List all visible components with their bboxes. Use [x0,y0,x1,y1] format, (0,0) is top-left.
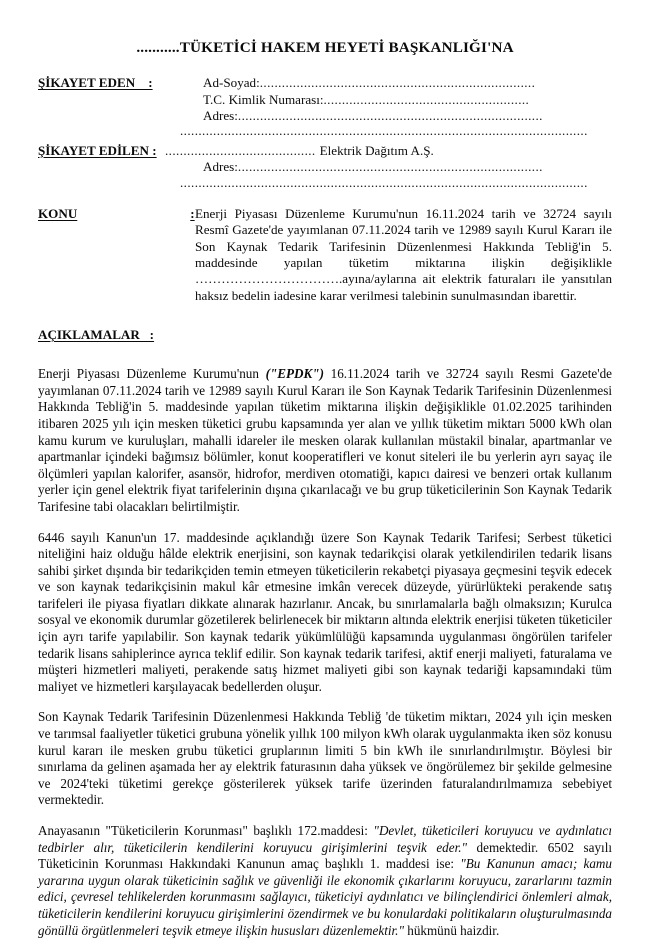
respondent-address-row [0,159,650,175]
complainant-name-field-label: Ad-Soyad: [203,75,260,91]
paragraph-text: hükmünü haizdir. [403,922,500,938]
complainant-name-value [203,75,650,91]
paragraph-text: 6446 sayılı Kanun'un 17. maddesinde açıklandığı üzere Son Kaynak Tedarik Tarifesi; Serbest tüketici niteliğini haiz olduğu hâlde elektrik enerjisini, son kaynak tedarikçisi olarak yetkilendirilen tedarik lisans sahibi şirket dışında bir tedarikçiden temin etmeyen tüketicilerin rekabetçi piyasaya geçmesini teşvik edecek ve son kaynak tedarikçisinin makul kâr etmesine imkân verecek düzeyde, yürürlükteki perakende satış tarifeleri ile piyasa fiyatları dikkate alınarak hazırlanır. Ancak, bu sınırlamalarla bağlı olmaksızın; Kurulca sosyal ve ekonomik durumlar gözetilerek belirlenecek bir miktarın altında elektrik enerjisi tüketen tüketiciler için ayrı tarife yapılabilir. Son kaynak tedarik yükümlülüğü kapsamında uygulanması öngörülen tarifeler tedarik lisans sahiplerince ayrıca teklif edilir. Son kaynak tedarik tarifesi, aktif enerji maliyeti, faturalama ve müşteri hizmetleri maliyeti, perakende satış hizmet maliyeti gibi son kaynak tedariği kapsamındaki tüm maliyet ve hizmetleri karşılayacak bedellerden oluşur. [38,529,612,694]
quoted-legal-text: "Bu Kanunun amacı; kamu yararına uygun olarak tüketicinin sağlık ve güvenliği ile ekonomik çıkarlarını koruyucu, zararlarını tazmin edici, çevresel tehlikelerden korunmasını sağlayıcı, tüketiciyi aydınlatıcı ve bilinçlendirici önlemleri almak, tüketicilerin kendilerini koruyucu girişimlerini özendirmek ve bu konulardaki politikaların oluşturulmasında gönüllü örgütlenmeleri teşvik etmeye ilişkin hususları düzenlemektir." [38,856,612,938]
complainant-address-value [203,108,650,124]
subject-label-colon: : [190,205,195,221]
spacer [0,57,650,75]
subject-label-text: KONU [38,205,78,221]
dotted-fill-line[interactable]: ................................................................................... [237,107,543,123]
paragraph-text: demektedir. 6502 sayılı Tüketicinin Korunması Hakkındaki Kanunun amaç başlıklı 1. maddesi ise: [38,839,612,872]
subject-text: Enerji Piyasası Düzenleme Kurumu'nun 16.11.2024 tarih ve 32724 sayılı Resmî Gazete'de yayımlanan 07.11.2024 tarih ve 12989 sayılı Kurul Kararı ile Son Kaynak Tedarik Tarifesinin Düzenlenmesi Hakkında Tebliğ'in 5. maddesinde yapılan tüketim miktarına ilişkin değişiklikle …………………………….ayına/aylarına ait elektrik faturaları ile yansıtılan haksız bedelin iadesine karar verilmesi talebinin sunulmasından ibarettir. [195,205,612,303]
dotted-fill-line[interactable]: ................................................................................... [237,159,543,175]
explanation-paragraph [0,709,650,809]
respondent-address-value [203,159,650,175]
respondent-address-field-label: Adres: [203,159,238,175]
complainant-id-field-label: T.C. Kimlik Numarası: [203,91,324,107]
respondent-block [0,143,650,190]
paragraph-text: 16.11.2024 tarih ve 32724 sayılı Resmi Gazete'de yayımlanan 07.11.2024 tarih ve 12989 sayılı Kurul Kararı ile Son Kaynak Tedarik Tarifesinin Düzenlenmesi Hakkında Tebliğ'in 5. maddesinde yapılan tüketim miktarına ilişkin değişiklikle 01.02.2025 tarihinden itibaren 2025 yılı için mesken tüketici grubu kapsamında yer alan ve yıllık tüketim miktarı 5000 kWh olan kamu kurum ve kuruluşları, mahalli idareler ile mesken olarak kullanılan müstakil binalar, apartmanlar ve apartmanlar içindeki bağımsız bölümler, konut kooperatifleri ve konut siteleri ile bu yerlerin ayrı sayaç ile ölçümleri yapılan kalorifer, asansör, hidrofor, merdiven otomatiği, kapıcı dairesi ve benzeri ortak kullanım yerler için genel elektrik fiyat tarifelerinin dışına çıkarılacağı ve bu grup tüketicilerinin Son Kaynak Tedarik Tarifesine tabi olacakları belirtilmiştir. [38,366,612,514]
paragraph-text: Son Kaynak Tedarik Tarifesinin Düzenlenmesi Hakkında Tebliğ 'de tüketim miktarı, 2024 yılı için mesken ve tarımsal faaliyetler tüketici grubuna yönelik yıllık 100 milyon kWh olarak uygulanmakta iken söz konusu kurul kararı ile mesken grubu tüketici gruplarının limiti 5 bin kWh ile sınırlandırılmıştır. Böylesi bir sınırlama da gelinen aşamada her ay elektrik faturasının daha yüksek ve öngörülemez bir şekilde gelmesine ve 2024'teki tüketimi gerekçe gösterilerek yüksek tarife üzerinden faturalandırılmamıza sebebiyet vermektedir. [38,709,612,808]
respondent-company-name: Elektrik Dağıtım A.Ş. [319,143,434,159]
quoted-legal-text: "Devlet, tüketicileri koruyucu ve aydınlatıcı tedbirler alır, tüketicilerin kendilerini koruyucu girişimlerini teşvik eder." [38,823,612,855]
complainant-address-row [0,108,650,124]
complainant-id-value [203,92,650,108]
dotted-fill-line[interactable]: ........................................................ [323,91,530,107]
page-title: ...........TÜKETİCİ HAKEM HEYETİ BAŞKANLIĞI'NA [136,39,514,56]
respondent-label: ŞİKAYET EDİLEN : [38,143,157,159]
complainant-label: ŞİKAYET EDEN : [38,75,153,91]
explanations-heading: AÇIKLAMALAR : [38,327,155,343]
explanation-paragraph [0,823,650,939]
respondent-dotted-rule[interactable]: ............................................................................................................... [180,175,588,190]
explanation-paragraph [0,366,650,515]
paragraph-text: Enerji Piyasası Düzenleme Kurumu'nun [38,366,266,382]
respondent-name-value [165,143,650,159]
dotted-fill-line[interactable]: ......................................... [165,143,316,159]
spacer [0,190,650,206]
subject-label [38,206,195,222]
respondent-name-row [0,143,650,159]
abbreviation-emphasis: ("EPDK") [265,366,324,382]
subject-block [0,206,650,304]
explanations-heading-wrap [0,326,650,344]
spacer [0,344,650,366]
spacer [0,516,650,530]
complainant-address-field-label: Adres: [203,107,238,123]
paragraph-text: Anayasanın "Tüketicilerin Korunması" başlıklı 172.maddesi: [38,823,374,838]
complainant-dotted-rule[interactable]: ............................................................................................................... [180,124,588,139]
spacer [0,695,650,709]
complainant-id-row [0,92,650,108]
spacer [0,304,650,326]
complainant-name-row [0,75,650,91]
complainant-block [0,75,650,138]
dotted-fill-line[interactable]: ........................................................................... [259,75,536,91]
explanation-paragraph [0,530,650,696]
spacer [0,809,650,823]
